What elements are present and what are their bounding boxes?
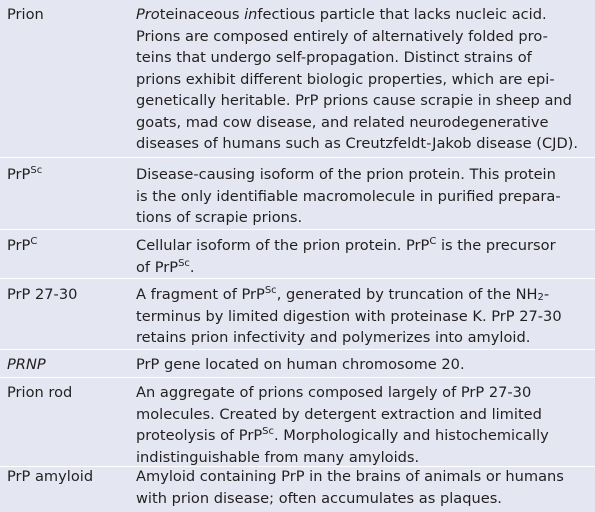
definition-line: retains prion infectivity and polymerizes into amyloid.: [136, 329, 531, 346]
definition-line: A fragment of PrP$^{Sc}$, generated by truncation of the $NH_2-$: [136, 285, 550, 303]
definition-line: goats, mad cow disease, and related neurodegenerative: [136, 113, 549, 131]
term-prion-rod: Prion rod: [7, 384, 73, 401]
definition-prnp: [136, 354, 591, 376]
definition-prp-27-30: [136, 284, 591, 349]
definition-line: teins that undergo self-propagation. Distinct strains of: [136, 49, 532, 66]
row-divider: [0, 229, 595, 230]
definition-prion: [136, 4, 591, 155]
definition-line: PrP gene located on human chromosome 20.: [136, 356, 465, 373]
definition-line: An aggregate of prions composed largely of PrP 27-30: [136, 384, 532, 401]
definition-line: Prions are composed entirely of alternatively folded pro-: [136, 27, 548, 45]
term-prpc: PrP$^C$: [7, 236, 38, 254]
definition-line: Cellular isoform of the prion protein. PrP$^C$ is the precursor: [136, 236, 556, 254]
definition-line: Disease-causing isoform of the prion protein. This protein: [136, 166, 556, 183]
definition-line: prions exhibit different biologic properties, which are epi-: [136, 70, 555, 88]
term-prpsc: PrP$^{Sc}$: [7, 165, 43, 183]
term-prp-amyloid: PrP amyloid: [7, 468, 94, 485]
definition-line: is the only identifiable macromolecule in purified prepara-: [136, 187, 561, 205]
definition-line: indistinguishable from many amyloids.: [136, 448, 420, 466]
definition-line: of PrP$^{Sc}$.: [136, 257, 195, 276]
term-prnp: PRNP: [7, 356, 46, 373]
definition-line: Proteinaceous infectious particle that lacks nucleic acid.: [136, 6, 547, 23]
definition-line: molecules. Created by detergent extraction and limited: [136, 405, 542, 423]
definition-prp-amyloid: [136, 466, 591, 509]
definition-line: diseases of humans such as Creutzfeldt-Jakob disease (CJD).: [136, 135, 579, 152]
definition-line: with prion disease; often accumulates as plaques.: [136, 489, 502, 507]
definition-prpsc: [136, 164, 591, 229]
definition-line: Amyloid containing PrP in the brains of animals or humans: [136, 468, 564, 485]
definition-line: genetically heritable. PrP prions cause scrapie in sheep and: [136, 92, 572, 109]
term-prp-27-30: PrP 27-30: [7, 286, 78, 303]
definition-prpc: [136, 235, 591, 278]
definition-prion-rod: [136, 382, 591, 468]
row-divider: [0, 157, 595, 158]
row-divider: [0, 278, 595, 279]
definition-line: tions of scrapie prions.: [136, 209, 303, 226]
row-divider: [0, 349, 595, 350]
definition-line: terminus by limited digestion with proteinase K. PrP 27-30: [136, 307, 562, 325]
row-divider: [0, 377, 595, 378]
term-prion: Prion: [7, 6, 44, 23]
definition-line: proteolysis of PrP$^{Sc}$. Morphologically and histochemically: [136, 426, 549, 444]
